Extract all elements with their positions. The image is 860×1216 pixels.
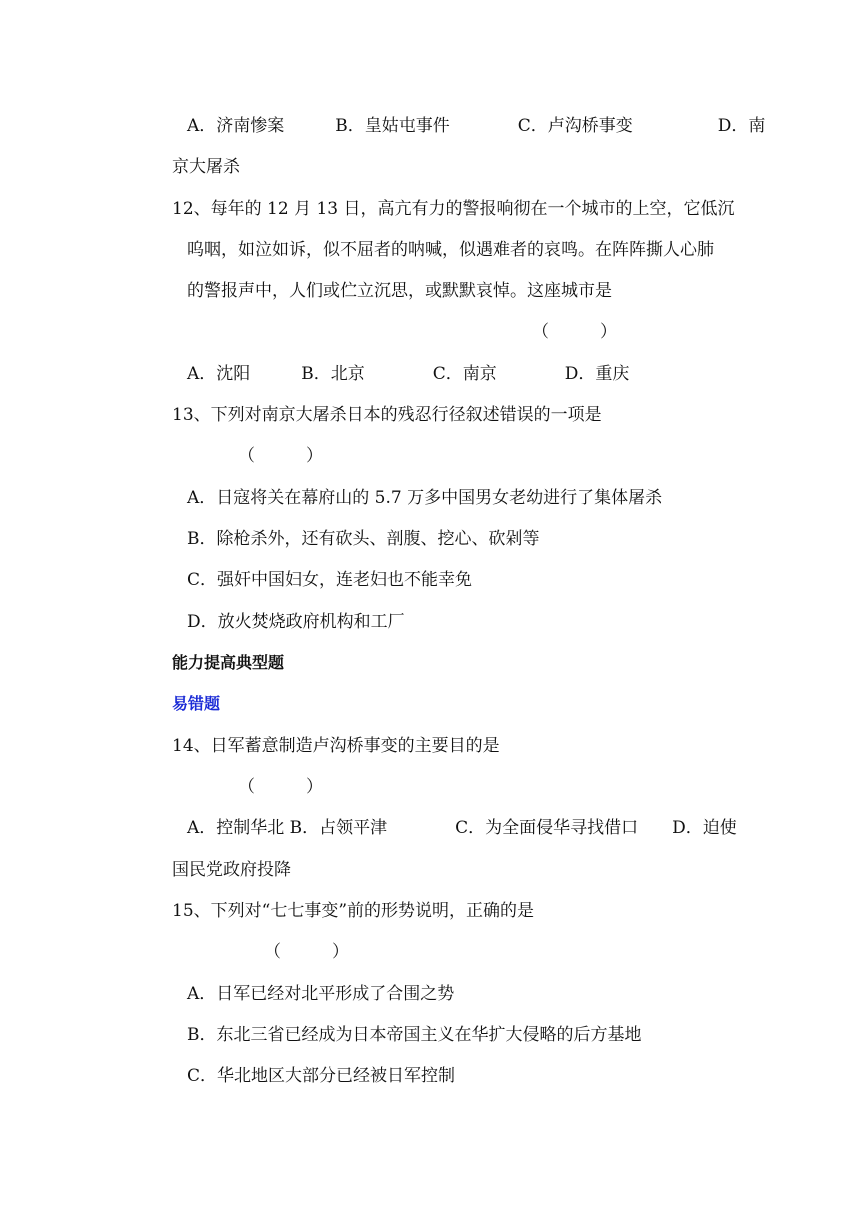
q13-option-a: A．日寇将关在幕府山的 5.7 万多中国男女老幼进行了集体屠杀 <box>187 488 663 508</box>
q14-options-wrap: 国民党政府投降 <box>172 860 291 880</box>
q15-option-c: C．华北地区大部分已经被日军控制 <box>187 1066 456 1086</box>
q13-option-d: D．放火焚烧政府机构和工厂 <box>187 612 405 632</box>
q13-answer-paren: （ ） <box>238 446 323 466</box>
q14-answer-paren: （ ） <box>238 777 323 797</box>
q12-answer-paren: （ ） <box>532 322 617 342</box>
q12-stem-line-1: 12、每年的 12 月 13 日，高亢有力的警报响彻在一个城市的上空，它低沉 <box>172 199 735 219</box>
q15-option-b: B．东北三省已经成为日本帝国主义在华扩大侵略的后方基地 <box>187 1025 642 1045</box>
q11-options-wrap: 京大屠杀 <box>172 157 240 177</box>
q14-stem: 14、日军蓄意制造卢沟桥事变的主要目的是 <box>172 736 500 756</box>
q14-options: A．控制华北 B．占领平津 C．为全面侵华寻找借口 D．迫使 <box>187 818 737 838</box>
q13-option-c: C．强奸中国妇女，连老妇也不能幸免 <box>187 570 473 590</box>
q13-stem: 13、下列对南京大屠杀日本的残忍行径叙述错误的一项是 <box>172 405 602 425</box>
q12-options: A．沈阳 B．北京 C．南京 D．重庆 <box>187 364 630 384</box>
q15-option-a: A．日军已经对北平形成了合围之势 <box>187 984 455 1004</box>
q11-options: A．济南惨案 B．皇姑屯事件 C．卢沟桥事变 D．南 <box>187 116 766 136</box>
section-heading: 能力提高典型题 <box>172 653 285 672</box>
q13-option-b: B．除枪杀外，还有砍头、剖腹、挖心、砍剁等 <box>187 529 540 549</box>
q15-stem: 15、下列对“七七事变”前的形势说明，正确的是 <box>172 901 535 921</box>
section-subheading: 易错题 <box>172 694 221 713</box>
q12-stem-line-3: 的警报声中，人们或伫立沉思，或默默哀悼。这座城市是 <box>187 281 612 301</box>
q12-stem-line-2: 呜咽，如泣如诉，似不屈者的呐喊，似遇难者的哀鸣。在阵阵撕人心肺 <box>187 240 714 260</box>
q15-answer-paren: （ ） <box>264 942 349 962</box>
